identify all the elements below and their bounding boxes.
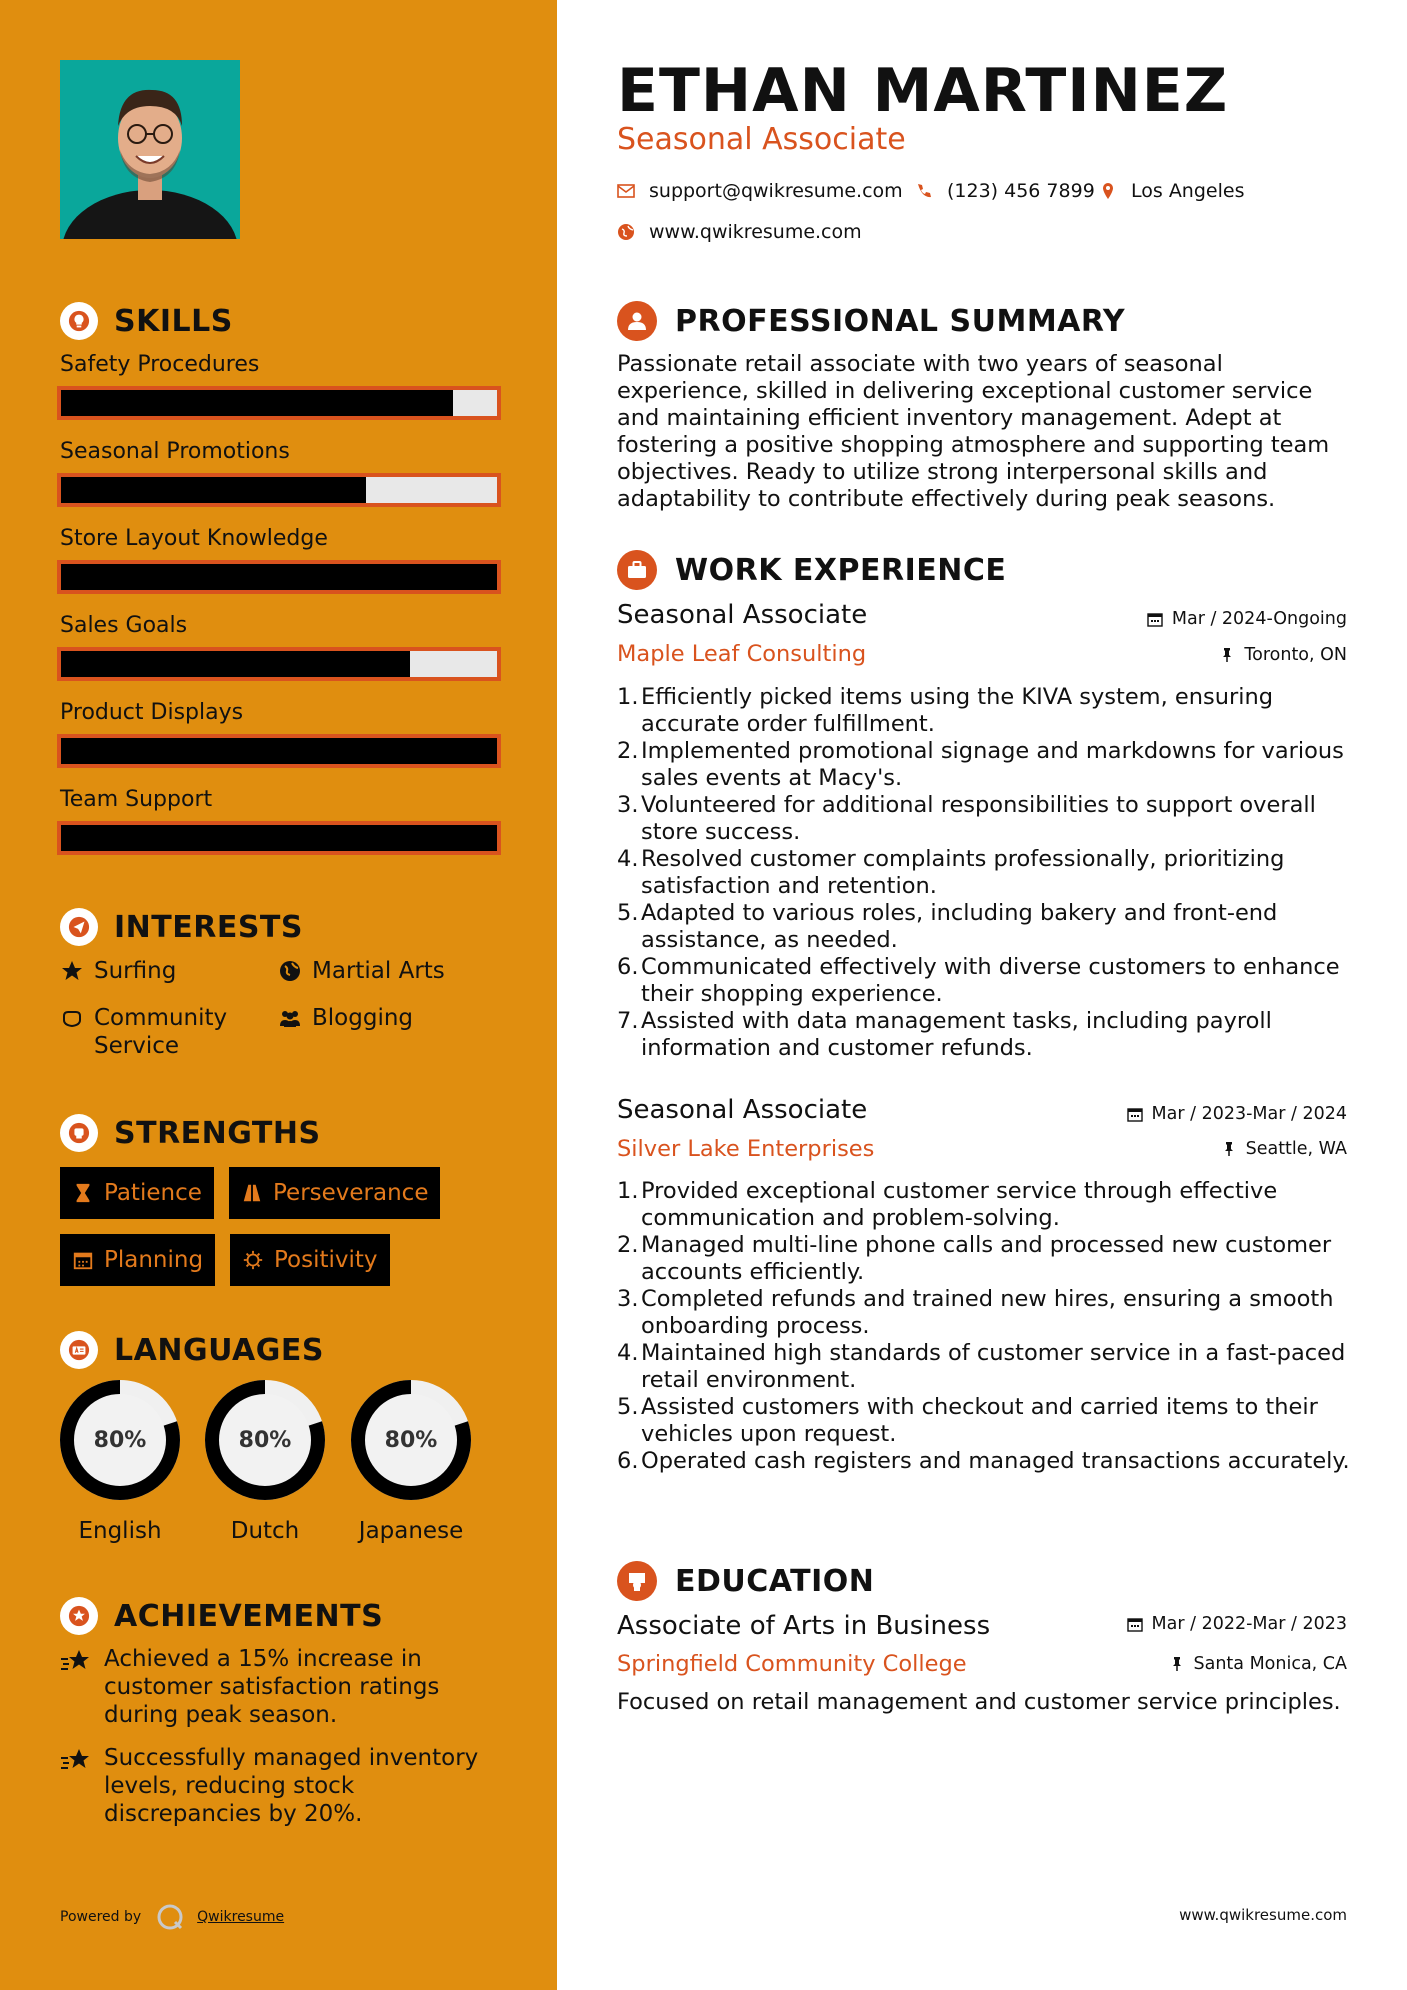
strength-tag: Patience bbox=[60, 1167, 214, 1219]
qwikresume-logo-icon bbox=[155, 1902, 185, 1932]
bullet-item: 6. Operated cash registers and managed transactions accurately. bbox=[617, 1448, 1350, 1474]
profile-photo bbox=[60, 60, 240, 239]
interest-item: Martial Arts bbox=[278, 957, 445, 985]
strength-tag: Positivity bbox=[230, 1234, 390, 1286]
summary-title: PROFESSIONAL SUMMARY bbox=[675, 303, 1126, 339]
users-icon bbox=[278, 1006, 302, 1030]
phone-icon bbox=[915, 182, 933, 200]
globe-icon bbox=[278, 959, 302, 983]
pushpin-icon bbox=[1219, 647, 1235, 663]
skill-level-bar bbox=[57, 473, 501, 507]
hourglass-icon bbox=[72, 1182, 94, 1204]
fist-icon bbox=[60, 1114, 98, 1152]
bullet-item: 1. Efficiently picked items using the KIVA system, ensuring accurate order fulfillment. bbox=[617, 684, 1274, 737]
skill-level-fill bbox=[61, 477, 366, 503]
skill-level-fill bbox=[61, 738, 497, 764]
lightbulb-icon bbox=[60, 302, 98, 340]
experience-title: WORK EXPERIENCE bbox=[675, 552, 1007, 588]
powered-by: Powered by Qwikresume bbox=[60, 1902, 284, 1932]
bullet-item: 5. Adapted to various roles, including bakery and front-end assistance, as needed. bbox=[617, 900, 1278, 953]
job-bullets bbox=[617, 684, 1377, 1062]
bullet-item: 1. Provided exceptional customer service through effective communication and problem-solving. bbox=[617, 1178, 1278, 1231]
language-ring bbox=[349, 1378, 473, 1544]
candidate-name: ETHAN MARTINEZ bbox=[617, 56, 1229, 126]
skill-level-bar bbox=[57, 647, 501, 681]
bullet-item: 6. Communicated effectively with diverse customers to enhance their shopping experience. bbox=[617, 954, 1340, 1007]
degree-title: Associate of Arts in Business bbox=[617, 1611, 991, 1641]
pushpin-icon bbox=[1221, 1141, 1237, 1157]
language-percent: 80% bbox=[93, 1427, 147, 1453]
shooting-star-icon bbox=[60, 1647, 92, 1677]
qwikresume-link[interactable]: Qwikresume bbox=[197, 1909, 285, 1925]
job-location: Toronto, ON bbox=[1219, 645, 1347, 665]
interest-item: Community Service bbox=[60, 1004, 250, 1060]
skill-label: Product Displays bbox=[60, 700, 244, 725]
job-title: Seasonal Associate bbox=[617, 1095, 868, 1125]
achievements-title: ACHIEVEMENTS bbox=[114, 1598, 384, 1634]
language-ring bbox=[58, 1378, 182, 1544]
language-percent: 80% bbox=[384, 1427, 438, 1453]
achievement-item: Successfully managed inventory levels, reducing stock discrepancies by 20%. bbox=[60, 1744, 500, 1828]
skill-level-bar bbox=[57, 734, 501, 768]
bullet-item: 3. Completed refunds and trained new hires, ensuring a smooth onboarding process. bbox=[617, 1286, 1334, 1339]
job-bullets bbox=[617, 1178, 1377, 1475]
bullet-item: 7. Assisted with data management tasks, including payroll information and customer refunds. bbox=[617, 1008, 1272, 1061]
interest-item: Surfing bbox=[60, 957, 176, 985]
education-location: Santa Monica, CA bbox=[1169, 1654, 1348, 1674]
language-name: Japanese bbox=[358, 1518, 464, 1544]
experience-header bbox=[617, 550, 1006, 590]
strength-tag: Planning bbox=[60, 1234, 215, 1286]
summary-text: Passionate retail associate with two years of seasonal experience, skilled in delivering exceptional customer service and maintaining efficient inventory management. Adept at fostering a positive shopping atmosphere and supporting team objectives. Ready to utilize strong interpersonal skills and adaptability to contribute effectively during peak seasons. bbox=[617, 351, 1330, 512]
language-ring bbox=[203, 1378, 327, 1544]
skill-level-fill bbox=[61, 651, 410, 677]
interests-header bbox=[60, 908, 303, 946]
skill-label: Seasonal Promotions bbox=[60, 439, 290, 464]
location-contact: Los Angeles bbox=[1099, 180, 1244, 202]
bullet-item: 4. Maintained high standards of customer service in a fast-paced retail environment. bbox=[617, 1340, 1346, 1393]
globe-icon bbox=[617, 223, 635, 241]
envelope-icon bbox=[617, 182, 635, 200]
calendar-icon bbox=[72, 1249, 94, 1271]
skill-level-fill bbox=[61, 825, 497, 851]
language-percent: 80% bbox=[238, 1427, 292, 1453]
sidebar bbox=[0, 0, 557, 1990]
skills-title: SKILLS bbox=[114, 303, 233, 339]
sun-icon bbox=[242, 1249, 264, 1271]
interests-title: INTERESTS bbox=[114, 909, 303, 945]
briefcase-icon bbox=[617, 550, 657, 590]
job-company: Silver Lake Enterprises bbox=[617, 1136, 875, 1162]
job-dates: Mar / 2023-Mar / 2024 bbox=[1127, 1104, 1347, 1124]
skill-level-fill bbox=[61, 564, 497, 590]
job-title: Seasonal Associate bbox=[617, 600, 868, 630]
bullet-item: 4. Resolved customer complaints professionally, prioritizing satisfaction and retention. bbox=[617, 846, 1285, 899]
skills-header bbox=[60, 302, 233, 340]
map-pin-icon bbox=[1099, 182, 1117, 200]
shooting-star-icon bbox=[60, 1746, 92, 1776]
school-name: Springfield Community College bbox=[617, 1651, 967, 1677]
languages-title: LANGUAGES bbox=[114, 1332, 324, 1368]
hand-icon bbox=[60, 1006, 84, 1030]
calendar-icon bbox=[1127, 1616, 1143, 1632]
strengths-header bbox=[60, 1114, 321, 1152]
education-description: Focused on retail management and customer service principles. bbox=[617, 1689, 1341, 1715]
job-company: Maple Leaf Consulting bbox=[617, 641, 867, 667]
bullet-item: 3. Volunteered for additional responsibilities to support overall store success. bbox=[617, 792, 1316, 845]
education-dates: Mar / 2022-Mar / 2023 bbox=[1127, 1614, 1347, 1634]
skill-label: Safety Procedures bbox=[60, 352, 260, 377]
graduation-icon bbox=[617, 1561, 657, 1601]
star-badge-icon bbox=[60, 1597, 98, 1635]
education-header bbox=[617, 1561, 874, 1601]
summary-header bbox=[617, 301, 1125, 341]
skill-label: Sales Goals bbox=[60, 613, 188, 638]
interest-item: Blogging bbox=[278, 1004, 413, 1032]
bullet-item: 2. Managed multi-line phone calls and processed new customer accounts efficiently. bbox=[617, 1232, 1332, 1285]
skill-label: Team Support bbox=[60, 787, 213, 812]
job-dates: Mar / 2024-Ongoing bbox=[1147, 609, 1347, 629]
road-icon bbox=[241, 1182, 263, 1204]
main-content bbox=[557, 0, 1407, 1990]
language-card-icon bbox=[60, 1331, 98, 1369]
skill-level-bar bbox=[57, 386, 501, 420]
strength-tag: Perseverance bbox=[229, 1167, 440, 1219]
website-contact[interactable]: www.qwikresume.com bbox=[617, 221, 862, 243]
footer-url[interactable]: www.qwikresume.com bbox=[1179, 1906, 1347, 1924]
skill-level-fill bbox=[61, 390, 453, 416]
skill-level-bar bbox=[57, 821, 501, 855]
email-contact[interactable]: support@qwikresume.com bbox=[617, 180, 903, 202]
strengths-title: STRENGTHS bbox=[114, 1115, 321, 1151]
skill-level-bar bbox=[57, 560, 501, 594]
phone-contact[interactable]: (123) 456 7899 bbox=[915, 180, 1095, 202]
bullet-item: 2. Implemented promotional signage and markdowns for various sales events at Macy's. bbox=[617, 738, 1344, 791]
candidate-role: Seasonal Associate bbox=[617, 122, 906, 157]
user-icon bbox=[617, 301, 657, 341]
education-title: EDUCATION bbox=[675, 1563, 875, 1599]
bullet-item: 5. Assisted customers with checkout and carried items to their vehicles upon request. bbox=[617, 1394, 1318, 1447]
calendar-icon bbox=[1147, 611, 1163, 627]
achievement-item: Achieved a 15% increase in customer satisfaction ratings during peak season. bbox=[60, 1645, 500, 1729]
language-name: English bbox=[78, 1518, 162, 1544]
paper-plane-icon bbox=[60, 908, 98, 946]
star-icon bbox=[60, 959, 84, 983]
achievements-header bbox=[60, 1597, 383, 1635]
languages-header bbox=[60, 1331, 324, 1369]
job-location: Seattle, WA bbox=[1221, 1139, 1347, 1159]
calendar-icon bbox=[1127, 1106, 1143, 1122]
language-name: Dutch bbox=[230, 1518, 300, 1544]
skill-label: Store Layout Knowledge bbox=[60, 526, 328, 551]
pushpin-icon bbox=[1169, 1656, 1185, 1672]
